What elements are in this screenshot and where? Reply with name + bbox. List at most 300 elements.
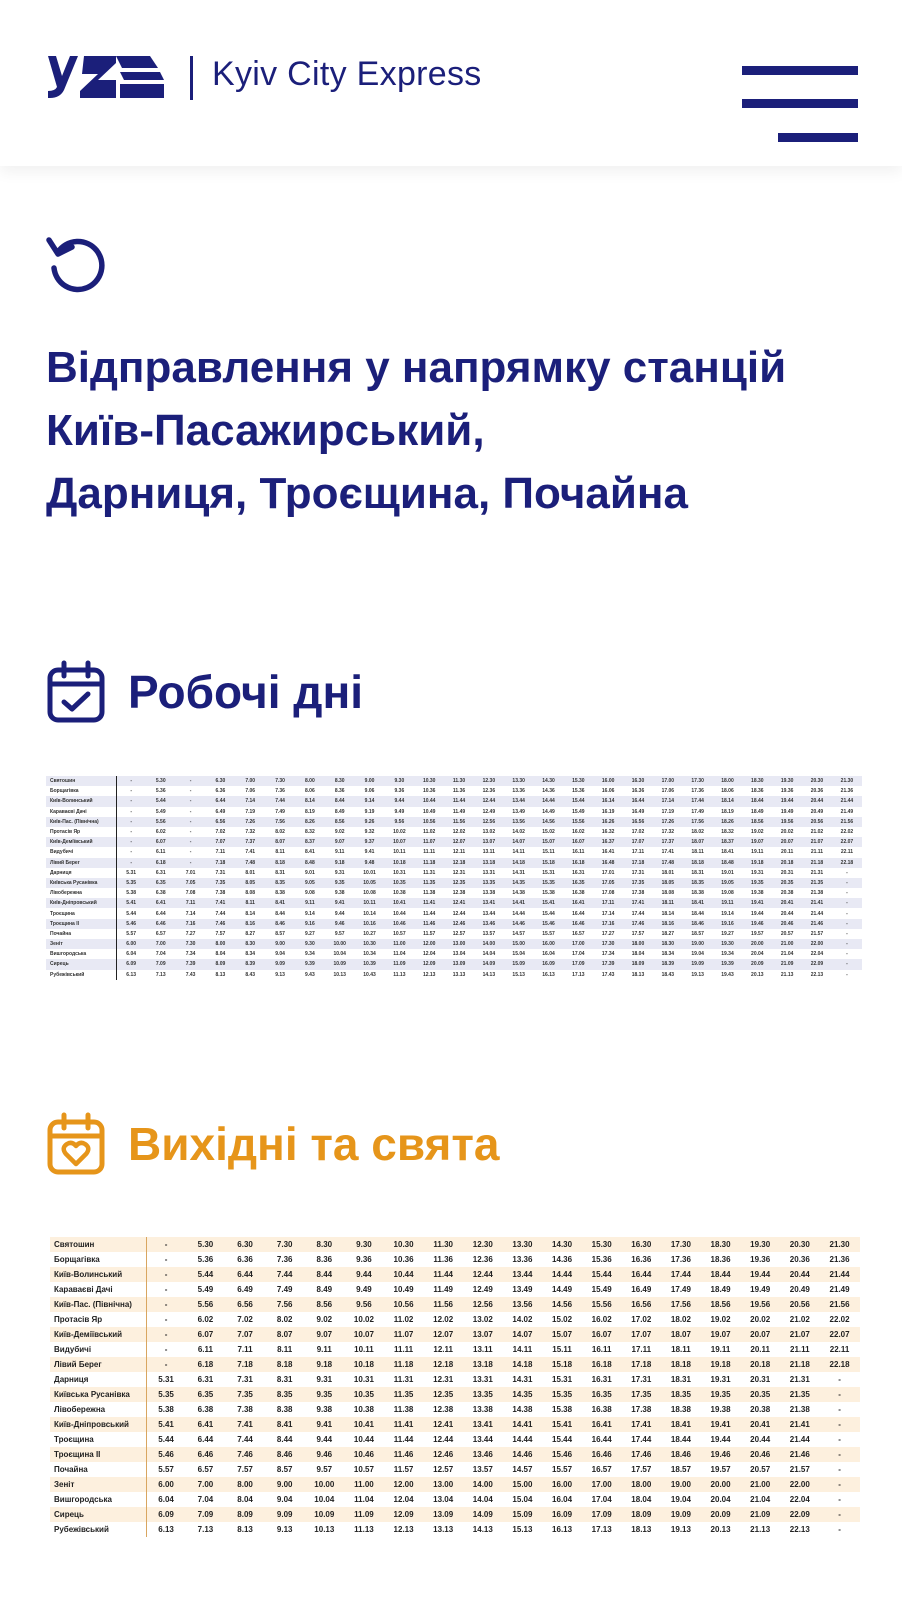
departure-time: 12.57 xyxy=(452,930,466,937)
departure-time: 15.11 xyxy=(552,1345,572,1354)
departure-time: 21.44 xyxy=(832,796,862,806)
departure-time: 19.04 xyxy=(670,1495,691,1504)
departure-time: 9.16 xyxy=(295,919,325,929)
departure-time: 16.36 xyxy=(631,788,645,795)
departure-time: 17.11 xyxy=(593,898,623,908)
departure-time: 8.56 xyxy=(325,817,355,827)
departure-time: 21.11 xyxy=(790,1345,810,1354)
departure-time: 14.38 xyxy=(512,1405,533,1414)
departure-time: 15.13 xyxy=(512,1525,533,1534)
departure-time: 8.30 xyxy=(325,776,355,786)
departure-time: 8.11 xyxy=(235,898,265,908)
departure-time: 17.38 xyxy=(631,1405,652,1414)
departure-time: 11.35 xyxy=(414,878,444,888)
departure-time: 8.19 xyxy=(305,808,315,815)
departure-time: 20.30 xyxy=(802,776,832,786)
departure-time: 16.26 xyxy=(593,817,623,827)
station-name: Рубежівський xyxy=(50,1522,146,1537)
table-row xyxy=(46,847,862,857)
departure-time: 12.11 xyxy=(433,1345,453,1354)
departure-time: 13.11 xyxy=(482,849,495,856)
uz-logo[interactable] xyxy=(46,54,166,100)
departure-time: 11.44 xyxy=(423,1267,463,1282)
departure-time: 9.36 xyxy=(394,788,405,795)
departure-time: 18.41 xyxy=(661,1417,701,1432)
table-row xyxy=(50,1447,860,1462)
departure-time: 21.18 xyxy=(802,858,832,868)
departure-time: - xyxy=(130,849,132,856)
departure-time: 9.43 xyxy=(305,971,315,978)
departure-time: 10.09 xyxy=(305,1507,345,1522)
departure-time: 14.35 xyxy=(503,1387,543,1402)
departure-time: 20.11 xyxy=(781,849,794,856)
departure-time: - xyxy=(832,959,862,969)
departure-time: 9.06 xyxy=(364,788,375,795)
departure-time: 16.04 xyxy=(542,951,555,958)
departure-time: 10.38 xyxy=(353,1405,374,1414)
departure-time: 8.43 xyxy=(245,971,256,978)
departure-time: - xyxy=(189,849,192,856)
departure-time: 21.57 xyxy=(789,1465,810,1474)
departure-time: 16.49 xyxy=(631,808,645,815)
departure-time: 7.38 xyxy=(215,890,226,897)
departure-time: 18.44 xyxy=(670,1435,691,1444)
departure-time: 16.07 xyxy=(563,837,593,847)
departure-time: 7.30 xyxy=(265,1237,305,1252)
departure-time: 11.57 xyxy=(393,1465,414,1474)
departure-time: 15.36 xyxy=(591,1255,612,1264)
departure-time: 21.44 xyxy=(820,1267,860,1282)
departure-time: 17.30 xyxy=(683,776,713,786)
departure-time: 8.38 xyxy=(276,1405,293,1414)
departure-time: 7.35 xyxy=(225,1387,265,1402)
departure-time: 18.18 xyxy=(661,1357,701,1372)
departure-time: 12.30 xyxy=(463,1237,503,1252)
departure-time: 14.30 xyxy=(534,776,564,786)
departure-time: 21.00 xyxy=(740,1477,780,1492)
departure-time: 7.14 xyxy=(235,796,265,806)
departure-time: 18.38 xyxy=(691,890,704,897)
departure-time: 20.13 xyxy=(751,971,764,978)
departure-time: 16.31 xyxy=(572,869,585,876)
departure-time: 5.44 xyxy=(126,910,137,917)
departure-time: 10.04 xyxy=(333,951,346,958)
departure-time: 19.09 xyxy=(661,1507,701,1522)
departure-time: 9.00 xyxy=(265,939,295,949)
departure-time: 17.44 xyxy=(631,1435,652,1444)
departure-time: 11.04 xyxy=(393,951,406,958)
departure-time: 9.30 xyxy=(344,1237,384,1252)
departure-time: 19.07 xyxy=(742,837,772,847)
departure-time: 9.56 xyxy=(344,1297,384,1312)
departure-time: 11.02 xyxy=(393,1315,414,1324)
departure-time: 21.07 xyxy=(802,837,832,847)
departure-time: 16.46 xyxy=(582,1447,622,1462)
departure-time: 15.30 xyxy=(563,776,593,786)
departure-time: 17.13 xyxy=(591,1525,612,1534)
departure-time: 7.09 xyxy=(186,1507,226,1522)
departure-time: 15.13 xyxy=(512,971,525,978)
departure-time: 7.46 xyxy=(225,1447,265,1462)
departure-time: 18.46 xyxy=(683,919,713,929)
departure-time: 5.49 xyxy=(155,808,166,815)
station-name: Святошин xyxy=(46,776,116,786)
departure-time: 18.04 xyxy=(631,1495,652,1504)
departure-time: 13.44 xyxy=(503,1267,543,1282)
departure-time: 8.07 xyxy=(265,837,295,847)
table-row xyxy=(50,1417,860,1432)
departure-time: 15.00 xyxy=(503,1477,543,1492)
departure-time: 13.44 xyxy=(472,1435,493,1444)
departure-time: 9.07 xyxy=(305,1327,345,1342)
departure-time: 22.09 xyxy=(802,959,832,969)
departure-time: 9.27 xyxy=(305,930,315,937)
departure-time: 19.30 xyxy=(740,1237,780,1252)
departure-time: 8.46 xyxy=(265,1447,305,1462)
departure-time: 13.02 xyxy=(472,1315,493,1324)
departure-time: 15.04 xyxy=(512,1495,533,1504)
departure-time: 14.13 xyxy=(472,1525,493,1534)
departure-time: 19.11 xyxy=(751,849,764,856)
station-name: Лівобережна xyxy=(46,888,116,898)
departure-time: 10.18 xyxy=(384,858,414,868)
departure-time: 20.18 xyxy=(740,1357,780,1372)
departure-time: 9.44 xyxy=(384,796,414,806)
departure-time: 20.57 xyxy=(750,1465,771,1474)
departure-time: 17.14 xyxy=(601,910,615,917)
departure-time: 13.38 xyxy=(482,890,496,897)
departure-time: 7.07 xyxy=(225,1327,265,1342)
departure-time: 10.14 xyxy=(363,910,376,917)
departure-time: 16.30 xyxy=(623,776,653,786)
departure-time: 16.44 xyxy=(623,796,653,806)
page-title xyxy=(46,336,886,525)
departure-time: 7.31 xyxy=(237,1375,253,1384)
departure-time: 22.09 xyxy=(780,1507,820,1522)
departure-time: 17.07 xyxy=(622,1327,662,1342)
departure-time: 10.05 xyxy=(355,878,385,888)
departure-time: 11.18 xyxy=(414,858,444,868)
departure-time: 18.07 xyxy=(683,837,713,847)
departure-time: 16.19 xyxy=(601,808,615,815)
departure-time: 19.05 xyxy=(713,878,743,888)
departure-time: 13.44 xyxy=(482,910,496,917)
departure-time: 5.46 xyxy=(116,919,146,929)
departure-time: 9.34 xyxy=(305,951,315,958)
departure-time: 21.57 xyxy=(810,930,824,937)
departure-time: 8.36 xyxy=(316,1255,333,1264)
departure-time: 8.41 xyxy=(265,1417,305,1432)
departure-time: 9.14 xyxy=(305,910,315,917)
departure-time: 7.16 xyxy=(176,919,206,929)
departure-time: 21.09 xyxy=(740,1507,780,1522)
departure-time: 19.02 xyxy=(751,829,764,836)
departure-time: 10.30 xyxy=(355,939,385,949)
departure-time: 21.13 xyxy=(750,1525,771,1534)
departure-time: 7.36 xyxy=(276,1255,293,1264)
departure-time: 7.00 xyxy=(186,1477,226,1492)
departure-time: 16.41 xyxy=(601,849,615,856)
departure-time: 15.41 xyxy=(542,1417,582,1432)
station-name: Троєщина II xyxy=(46,919,116,929)
departure-time: 8.35 xyxy=(265,1387,305,1402)
departure-time: 16.41 xyxy=(563,898,593,908)
departure-time: 9.49 xyxy=(356,1285,372,1294)
departure-time: 5.49 xyxy=(197,1285,214,1294)
departure-time: 21.00 xyxy=(772,939,802,949)
departure-time: 9.49 xyxy=(394,808,405,815)
departure-time: 20.02 xyxy=(780,829,794,836)
departure-time: 17.30 xyxy=(593,939,623,949)
station-name: Протасів Яр xyxy=(50,1312,146,1327)
departure-time: 14.13 xyxy=(482,971,496,978)
page-title-line: Київ-Пасажирський, xyxy=(46,406,485,455)
departure-time: 7.41 xyxy=(225,1417,265,1432)
table-row xyxy=(50,1462,860,1477)
departure-time: - xyxy=(846,910,848,917)
departure-time: 6.09 xyxy=(116,959,146,969)
departure-time: 13.09 xyxy=(444,959,474,969)
station-name: Лівобережна xyxy=(50,1402,146,1417)
departure-time: 5.31 xyxy=(158,1375,174,1384)
departure-time: 18.11 xyxy=(671,1345,691,1354)
departure-time: 10.18 xyxy=(344,1357,384,1372)
departure-time: 13.49 xyxy=(512,1285,533,1294)
station-name: Почайна xyxy=(50,1462,146,1477)
departure-time: 9.08 xyxy=(305,890,315,897)
departure-time: 20.36 xyxy=(810,788,824,795)
departure-time: 18.44 xyxy=(691,910,704,917)
departure-time: 18.01 xyxy=(661,869,675,876)
departure-time: 13.35 xyxy=(463,1387,503,1402)
departure-time: - xyxy=(846,951,848,958)
departure-time: 16.11 xyxy=(591,1345,612,1354)
departure-time: 19.39 xyxy=(713,959,743,969)
departure-time: 18.34 xyxy=(661,951,675,958)
departure-time: 10.43 xyxy=(363,971,376,978)
departure-time: 16.46 xyxy=(563,919,593,929)
departure-time: 17.48 xyxy=(653,858,683,868)
departure-time: 21.13 xyxy=(780,971,794,978)
departure-time: 14.56 xyxy=(534,817,564,827)
station-name: Київ-Деміївський xyxy=(46,837,116,847)
departure-time: 7.49 xyxy=(275,808,285,815)
departure-time: - xyxy=(846,971,848,978)
departure-time: 19.35 xyxy=(742,878,772,888)
departure-time: 11.09 xyxy=(384,959,414,969)
departure-time: 10.36 xyxy=(422,788,436,795)
departure-time: 19.56 xyxy=(772,817,802,827)
departure-time: 19.18 xyxy=(742,858,772,868)
departure-time: 20.11 xyxy=(750,1345,770,1354)
departure-time: 18.08 xyxy=(661,890,675,897)
departure-time: 15.38 xyxy=(552,1405,573,1414)
departure-time: - xyxy=(838,1525,841,1534)
departure-time: 9.31 xyxy=(316,1375,333,1384)
weekends-heading xyxy=(46,1112,500,1176)
departure-time: 13.35 xyxy=(474,878,504,888)
departure-time: 15.38 xyxy=(542,890,555,897)
hamburger-menu-icon[interactable] xyxy=(742,66,858,142)
departure-time: 17.35 xyxy=(622,1387,662,1402)
departure-time: 21.46 xyxy=(780,1447,820,1462)
departure-time: 9.07 xyxy=(325,837,355,847)
departure-time: - xyxy=(116,817,146,827)
departure-time: 9.01 xyxy=(305,869,315,876)
departure-time: 14.18 xyxy=(503,1357,543,1372)
departure-time: 12.35 xyxy=(423,1387,463,1402)
departure-time: 17.18 xyxy=(623,858,653,868)
departure-time: 6.49 xyxy=(215,808,226,815)
departure-time: 14.36 xyxy=(542,788,555,795)
departure-time: 6.04 xyxy=(126,951,137,958)
departure-time: 14.31 xyxy=(512,1375,533,1384)
departure-time: 5.30 xyxy=(186,1237,226,1252)
departure-time: - xyxy=(820,1507,860,1522)
station-name: Дарниця xyxy=(46,868,116,878)
station-name: Видубичі xyxy=(46,847,116,857)
departure-time: 10.44 xyxy=(384,1267,424,1282)
departure-time: 22.18 xyxy=(832,858,862,868)
departure-time: 9.00 xyxy=(355,776,385,786)
departure-time: 19.44 xyxy=(772,796,802,806)
departure-time: 19.44 xyxy=(751,910,764,917)
departure-time: 20.41 xyxy=(772,898,802,908)
departure-time: 19.11 xyxy=(713,898,743,908)
departure-time: 6.44 xyxy=(205,796,235,806)
departure-time: 12.44 xyxy=(452,910,466,917)
departure-time: 6.13 xyxy=(158,1525,174,1534)
departure-time: 16.14 xyxy=(593,796,623,806)
departure-time: 16.57 xyxy=(591,1465,612,1474)
departure-time: - xyxy=(846,890,848,897)
departure-time: 13.11 xyxy=(473,1345,493,1354)
departure-time: 7.41 xyxy=(205,898,235,908)
departure-time: 18.31 xyxy=(691,869,704,876)
departure-time: 18.43 xyxy=(661,971,675,978)
departure-time: 13.46 xyxy=(474,919,504,929)
departure-time: 16.56 xyxy=(623,817,653,827)
departure-time: 18.26 xyxy=(713,817,743,827)
departure-time: 6.57 xyxy=(155,930,166,937)
departure-time: 15.07 xyxy=(542,1327,582,1342)
table-row xyxy=(46,868,862,878)
departure-time: 21.44 xyxy=(810,910,824,917)
station-name: Караваєві Дачі xyxy=(50,1282,146,1297)
departure-time: 21.02 xyxy=(789,1315,810,1324)
departure-time: 6.18 xyxy=(186,1357,226,1372)
departure-time: 5.36 xyxy=(155,788,166,795)
departure-time: 11.49 xyxy=(452,808,466,815)
departure-time: 14.44 xyxy=(512,910,525,917)
departure-time: 20.07 xyxy=(772,837,802,847)
departure-time: - xyxy=(838,1375,841,1384)
departure-time: 8.44 xyxy=(325,796,355,806)
departure-time: 7.00 xyxy=(146,939,176,949)
refresh-back-icon[interactable] xyxy=(44,230,110,296)
departure-time: 19.00 xyxy=(661,1477,701,1492)
departure-time: 8.11 xyxy=(275,849,285,856)
table-row xyxy=(50,1507,860,1522)
departure-time: 11.41 xyxy=(414,898,444,908)
departure-time: 19.49 xyxy=(780,808,794,815)
departure-time: 15.00 xyxy=(504,939,534,949)
departure-time: 9.31 xyxy=(334,869,345,876)
departure-time: 22.00 xyxy=(802,939,832,949)
departure-time: 11.13 xyxy=(354,1525,374,1534)
departure-time: 21.31 xyxy=(789,1375,810,1384)
departure-time: 12.18 xyxy=(423,1357,463,1372)
departure-time: 19.56 xyxy=(740,1297,780,1312)
departure-time: 14.46 xyxy=(503,1447,543,1462)
departure-time: 6.35 xyxy=(186,1387,226,1402)
departure-time: 12.44 xyxy=(433,1435,454,1444)
departure-time: 21.18 xyxy=(780,1357,820,1372)
departure-time: 8.18 xyxy=(265,1357,305,1372)
departure-time: 9.41 xyxy=(325,898,355,908)
departure-time: 11.36 xyxy=(452,788,466,795)
departure-time: 15.57 xyxy=(542,930,555,937)
departure-time: 19.13 xyxy=(670,1525,691,1534)
departure-time: 20.09 xyxy=(742,959,772,969)
departure-time: 21.35 xyxy=(780,1387,820,1402)
departure-time: 9.02 xyxy=(334,829,345,836)
departure-time: 10.27 xyxy=(363,930,376,937)
table-row xyxy=(50,1432,860,1447)
departure-time: 7.00 xyxy=(235,776,265,786)
station-name: Київ-Волинський xyxy=(46,796,116,806)
departure-time: 7.44 xyxy=(265,1267,305,1282)
departure-time: 7.13 xyxy=(155,971,166,978)
departure-time: 19.30 xyxy=(772,776,802,786)
departure-time: 12.00 xyxy=(384,1477,424,1492)
departure-time: 14.07 xyxy=(503,1327,543,1342)
departure-time: 20.31 xyxy=(780,869,794,876)
table-row xyxy=(46,796,862,806)
departure-time: 6.30 xyxy=(225,1237,265,1252)
departure-time: 11.30 xyxy=(423,1237,463,1252)
table-row xyxy=(50,1237,860,1252)
departure-time: 19.36 xyxy=(780,788,794,795)
departure-time: 20.38 xyxy=(750,1405,771,1414)
departure-time: 17.00 xyxy=(563,939,593,949)
table-row xyxy=(46,959,862,969)
departure-time: 17.46 xyxy=(622,1447,662,1462)
departure-time: 8.41 xyxy=(305,849,315,856)
departure-time: 20.04 xyxy=(751,951,764,958)
departure-time: 5.44 xyxy=(158,1435,174,1444)
departure-time: 9.39 xyxy=(295,959,325,969)
departure-time: 9.09 xyxy=(265,1507,305,1522)
departure-time: 10.56 xyxy=(384,1297,424,1312)
departure-time: 20.35 xyxy=(772,878,802,888)
departure-time: 21.04 xyxy=(780,951,794,958)
departure-time: 7.30 xyxy=(265,776,295,786)
station-name: Зеніт xyxy=(46,939,116,949)
departure-time: 12.56 xyxy=(463,1297,503,1312)
departure-time: 8.44 xyxy=(276,1435,293,1444)
departure-time: 6.31 xyxy=(197,1375,214,1384)
departure-time: - xyxy=(146,1267,186,1282)
departure-time: 7.56 xyxy=(265,1297,305,1312)
table-row xyxy=(46,898,862,908)
departure-time: 16.37 xyxy=(593,837,623,847)
departure-time: 7.38 xyxy=(237,1405,253,1414)
departure-time: 10.31 xyxy=(353,1375,374,1384)
station-name: Київ-Волинський xyxy=(50,1267,146,1282)
departure-time: 7.11 xyxy=(237,1345,253,1354)
departure-time: 18.49 xyxy=(751,808,764,815)
